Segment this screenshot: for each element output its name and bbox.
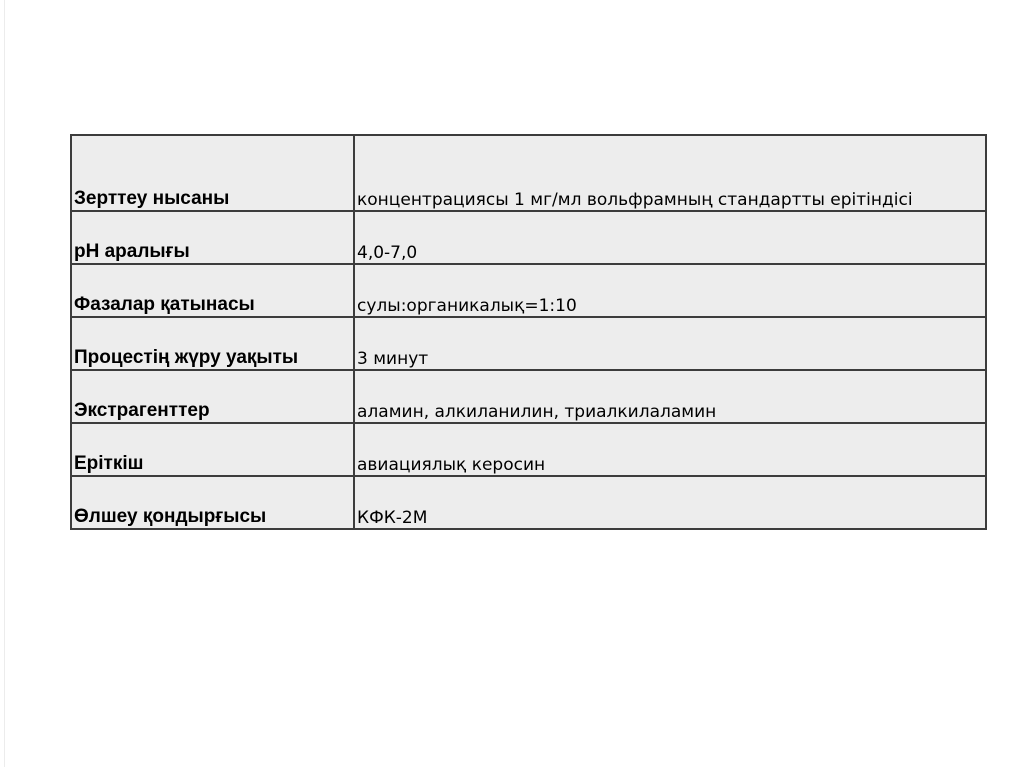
row-value: сулы:органикалық=1:10 bbox=[354, 264, 986, 317]
row-label: Процестің жүру уақыты bbox=[71, 317, 354, 370]
row-value: 3 минут bbox=[354, 317, 986, 370]
table-row bbox=[71, 370, 986, 423]
table-row bbox=[71, 211, 986, 264]
row-value: аламин, алкиланилин, триалкилаламин bbox=[354, 370, 986, 423]
table-row bbox=[71, 476, 986, 529]
table-row bbox=[71, 264, 986, 317]
row-label: Фазалар қатынасы bbox=[71, 264, 354, 317]
row-value: концентрациясы 1 мг/мл вольфрамның стандартты ерітіндісі bbox=[354, 135, 986, 211]
row-label: Өлшеу қондырғысы bbox=[71, 476, 354, 529]
table-row bbox=[71, 423, 986, 476]
row-label: pH аралығы bbox=[71, 211, 354, 264]
row-label: Еріткіш bbox=[71, 423, 354, 476]
parameters-table bbox=[70, 134, 987, 530]
row-value: КФК-2М bbox=[354, 476, 986, 529]
table-row bbox=[71, 317, 986, 370]
row-value: 4,0-7,0 bbox=[354, 211, 986, 264]
row-label: Зерттеу нысаны bbox=[71, 135, 354, 211]
slide-edge-divider bbox=[4, 0, 5, 767]
table-row bbox=[71, 135, 986, 211]
row-value: авиациялық керосин bbox=[354, 423, 986, 476]
row-label: Экстрагенттер bbox=[71, 370, 354, 423]
